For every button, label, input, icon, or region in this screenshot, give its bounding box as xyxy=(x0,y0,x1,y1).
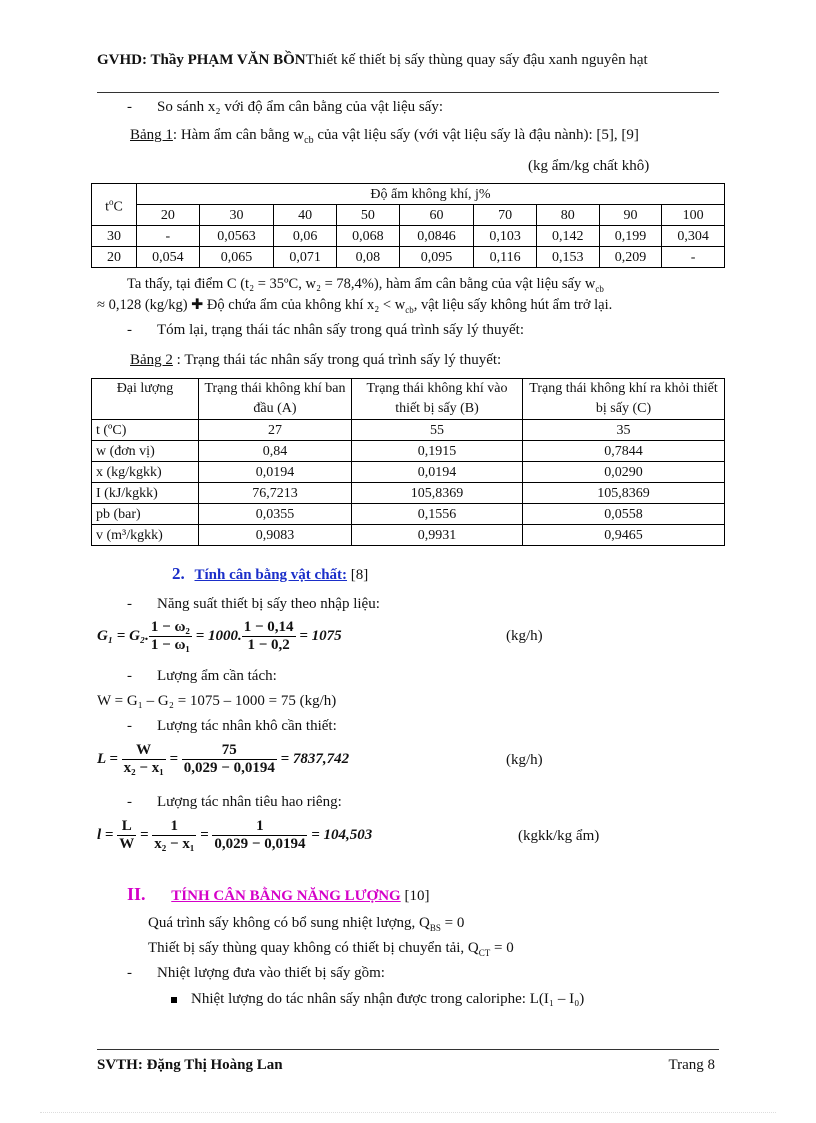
table-row xyxy=(92,525,725,546)
table-cell: 20 xyxy=(92,247,137,268)
table-cell: - xyxy=(662,247,725,268)
table-cell: 0,1915 xyxy=(352,441,523,462)
table-cell: 0,9465 xyxy=(523,525,725,546)
table1-col: 60 xyxy=(399,205,474,226)
table-cell: pb (bar) xyxy=(92,504,199,525)
paragraph-line1: Ta thấy, tại điểm C (t₂ = 35ºC, w₂ = 78,4%), hàm ẩm cân bằng của vật liệu sấy $w_{cb}$ xyxy=(127,276,604,294)
table-cell: 0,7844 xyxy=(523,441,725,462)
table-cell: 0,054 xyxy=(137,247,200,268)
section2-title[interactable]: Tính cân bằng vật chất: xyxy=(194,567,348,583)
eq2-unit: (kg/h) xyxy=(506,752,543,768)
table-cell: 0,0846 xyxy=(399,226,474,247)
table-cell: 0,065 xyxy=(199,247,274,268)
sectionII-title[interactable]: TÍNH CÂN BẰNG NĂNG LƯỢNG xyxy=(171,888,401,904)
table-cell: 0,0194 xyxy=(352,462,523,483)
specific-line: - Lượng tác nhân tiêu hao riêng: xyxy=(127,794,342,810)
eq3-unit: (kgkk/kg ẩm) xyxy=(518,828,600,844)
table-cell: x (kg/kgkk) xyxy=(92,462,199,483)
table1-col: 40 xyxy=(274,205,337,226)
table-cell: 0,9083 xyxy=(199,525,352,546)
bullet-icon xyxy=(171,997,177,1003)
heat-in-line: - Nhiệt lượng đưa vào thiết bị sấy gồm: xyxy=(127,965,385,981)
sectionII-line1: Quá trình sấy không có bổ sung nhiệt lượng, $Q_{BS} = 0$ xyxy=(148,915,465,933)
section2-heading: 2. Tính cân bằng vật chất: [8] xyxy=(172,564,369,583)
sectionII-number: II. xyxy=(127,884,146,904)
table-cell: 0,095 xyxy=(399,247,474,268)
doc-title: Thiết kế thiết bị sấy thùng quay sấy đậu xanh nguyên hạt xyxy=(305,52,648,68)
table-cell: 27 xyxy=(199,420,352,441)
table-row xyxy=(92,420,725,441)
table1-corner: $t^oC$ xyxy=(92,184,137,226)
table-cell: 55 xyxy=(352,420,523,441)
table1-col: 30 xyxy=(199,205,274,226)
table1-col: 80 xyxy=(536,205,599,226)
table2-header: Trạng thái không khí ra khỏi thiết bị sấy (C) xyxy=(523,379,725,420)
sectionII-line2: Thiết bị sấy thùng quay không có thiết bị chuyển tải, $Q_{CT} = 0$ xyxy=(148,940,514,958)
eq1-unit: (kg/h) xyxy=(506,628,543,644)
table-cell: 0,0290 xyxy=(523,462,725,483)
table1 xyxy=(91,183,725,268)
table-cell: 0,0563 xyxy=(199,226,274,247)
table-cell: 0,06 xyxy=(274,226,337,247)
table-cell: w (đơn vị) xyxy=(92,441,199,462)
equation-l: L = $\frac{W}{\text{x₂ − x₁}}$ = $\frac{75}{0,029 - 0,0194}$ = 7837,742 xyxy=(97,742,350,776)
page-header xyxy=(97,50,719,70)
table-cell: 30 xyxy=(92,226,137,247)
table1-col: 90 xyxy=(599,205,662,226)
table-cell: - xyxy=(137,226,200,247)
table-cell: I (kJ/kgkk) xyxy=(92,483,199,504)
table2-header: Đại lượng xyxy=(92,379,199,420)
table-cell: 0,9931 xyxy=(352,525,523,546)
table-cell: v (m³/kgkk) xyxy=(92,525,199,546)
table-cell: 0,84 xyxy=(199,441,352,462)
equation-g1: G₁ = G₂. $\frac{\text{1 − ω₂}}{\text{1 − ω₁}}$ = 1000. $\frac{1 - 0,14}{1 - 0,2}$ = 1075 xyxy=(97,619,342,653)
gvhd-label: GVHD: xyxy=(97,52,147,68)
table-cell: 105,8369 xyxy=(523,483,725,504)
equation-w: W = G₁ – G₂ = 1075 – 1000 = 75 (kg/h) xyxy=(97,693,337,709)
footer-rule xyxy=(97,1049,719,1050)
paragraph-line2: ≈ 0,128 (kg/kg) ✚ Độ chứa ẩm của không khí $x_2 < w_{cb}$, vật liệu sấy không hút ẩm trở lại. xyxy=(97,297,613,315)
table-cell: 0,199 xyxy=(599,226,662,247)
table-cell: 105,8369 xyxy=(352,483,523,504)
page-number: Trang 8 xyxy=(668,1057,715,1073)
table-cell: 0,0355 xyxy=(199,504,352,525)
table-cell: 0,116 xyxy=(474,247,537,268)
table-cell: 0,304 xyxy=(662,226,725,247)
dry-agent-line: - Lượng tác nhân khô cần thiết: xyxy=(127,718,337,734)
summary-line: - Tóm lại, trạng thái tác nhân sấy trong quá trình sấy lý thuyết: xyxy=(127,322,524,338)
table1-col: 20 xyxy=(137,205,200,226)
table-cell: 0,08 xyxy=(336,247,399,268)
table-cell: 76,7213 xyxy=(199,483,352,504)
table-cell: 0,0558 xyxy=(523,504,725,525)
sectionII-heading: II. TÍNH CÂN BẰNG NĂNG LƯỢNG [10] xyxy=(127,884,430,904)
table-cell: 0,142 xyxy=(536,226,599,247)
bullet-item: Nhiệt lượng do tác nhân sấy nhận được trong caloriphe: L(I₁ – I₀) xyxy=(171,991,584,1008)
table1-unit: (kg ẩm/kg chất khô) xyxy=(528,158,650,174)
table-row xyxy=(92,483,725,504)
table2-header: Trạng thái không khí vào thiết bị sấy (B) xyxy=(352,379,523,420)
equation-l-specific: l = $\frac{L}{W}$ = $\frac{1}{\text{x₂ − x₁}}$ = $\frac{1}{0,029 - 0,0194}$ = 104,503 xyxy=(97,818,373,852)
table1-col: 100 xyxy=(662,205,725,226)
table-row xyxy=(92,462,725,483)
svth: SVTH: Đặng Thị Hoàng Lan xyxy=(97,1057,283,1073)
table-cell: 0,153 xyxy=(536,247,599,268)
section2-number: 2. xyxy=(172,564,185,583)
table1-group-header: Độ ẩm không khí, j% xyxy=(137,184,725,205)
table1-caption: Bảng 1: Hàm ẩm cân bằng $w_{cb}$ của vật liệu sấy (với vật liệu sấy là đậu nành): [5], [9] xyxy=(130,127,639,146)
table-cell: 0,0194 xyxy=(199,462,352,483)
table1-col: 70 xyxy=(474,205,537,226)
table-row xyxy=(92,226,725,247)
table-row xyxy=(92,441,725,462)
compare-line: - So sánh x₂ với độ ẩm cân bằng của vật liệu sấy: xyxy=(127,99,444,115)
table2-caption: Bảng 2 : Trạng thái tác nhân sấy trong quá trình sấy lý thuyết: xyxy=(130,352,502,368)
table1-header-row xyxy=(92,205,725,226)
productivity-line: - Năng suất thiết bị sấy theo nhập liệu: xyxy=(127,596,380,612)
gvhd-name: Thầy PHẠM VĂN BỒN xyxy=(147,52,306,68)
table-cell: t (ºC) xyxy=(92,420,199,441)
page-edge xyxy=(40,1112,776,1113)
table-cell: 0,068 xyxy=(336,226,399,247)
table1-col: 50 xyxy=(336,205,399,226)
table2 xyxy=(91,378,725,546)
table-cell: 0,103 xyxy=(474,226,537,247)
table-cell: 0,1556 xyxy=(352,504,523,525)
table2-header: Trạng thái không khí ban đầu (A) xyxy=(199,379,352,420)
table-cell: 0,209 xyxy=(599,247,662,268)
page-footer xyxy=(97,1057,719,1074)
table-row xyxy=(92,504,725,525)
table-cell: 0,071 xyxy=(274,247,337,268)
moisture-line: - Lượng ẩm cần tách: xyxy=(127,668,277,684)
table-row xyxy=(92,247,725,268)
table-cell: 35 xyxy=(523,420,725,441)
table2-header-row xyxy=(92,379,725,420)
header-rule xyxy=(97,92,719,93)
